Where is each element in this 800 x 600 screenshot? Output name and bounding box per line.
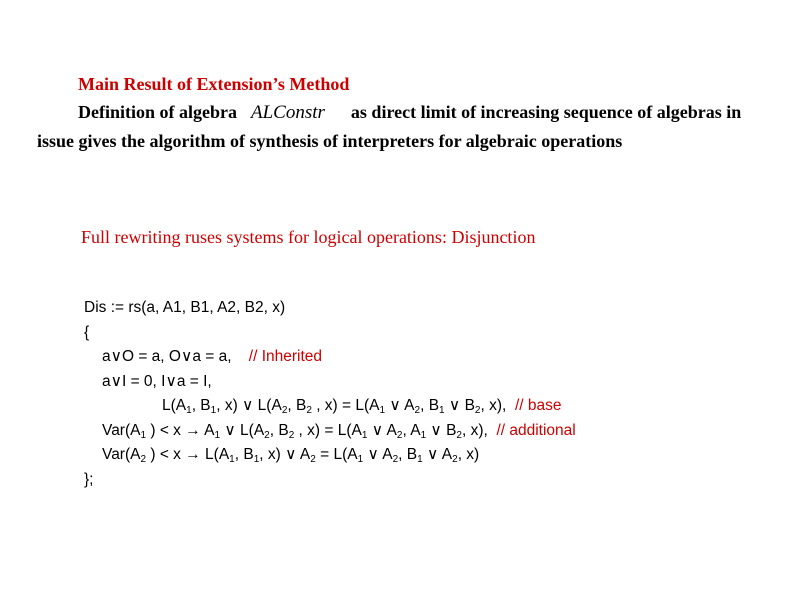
formula-text: ) < x → A bbox=[146, 421, 215, 439]
subscript: 1 bbox=[214, 429, 221, 441]
formula-text: , x) = L(A bbox=[311, 397, 380, 414]
formula-text: ∨ L(A bbox=[220, 421, 265, 439]
rule-comment: // Inherited bbox=[248, 348, 323, 365]
rule-formula bbox=[162, 397, 506, 414]
subscript: 1 bbox=[186, 405, 192, 416]
rule-base bbox=[84, 394, 576, 419]
subscript: 2 bbox=[310, 454, 316, 465]
subscript: 1 bbox=[439, 405, 445, 416]
formula-text: , B bbox=[191, 397, 211, 414]
formula-text: ) < x → L(A bbox=[146, 446, 230, 463]
formula-text: Var(A bbox=[102, 421, 141, 439]
subscript: 2 bbox=[140, 454, 147, 465]
subscript: 1 bbox=[379, 405, 386, 416]
formula-text: , B bbox=[287, 397, 307, 414]
subscript: 2 bbox=[306, 405, 312, 416]
formula-text: ∨ A bbox=[363, 446, 393, 463]
subscript: 2 bbox=[414, 405, 421, 416]
formula-text: ∨ B bbox=[426, 421, 457, 439]
formula-text: ∨ A bbox=[385, 397, 415, 414]
formula-text: , x), bbox=[480, 397, 507, 414]
formula-text: , x) = L(A bbox=[294, 421, 362, 439]
algebra-formula: ALConstr bbox=[251, 102, 325, 123]
rule-formula bbox=[102, 446, 479, 463]
subscript: 2 bbox=[264, 429, 270, 441]
formula-text: Var(A bbox=[102, 446, 141, 463]
intro-paragraph bbox=[37, 98, 777, 156]
formula-text: ∨ A bbox=[422, 446, 453, 463]
formula-text: , A bbox=[402, 421, 421, 439]
rule-var-a2 bbox=[84, 443, 576, 468]
rule-text: a∨O = a, O∨a = a, bbox=[102, 348, 232, 365]
formula-text: , B bbox=[234, 446, 254, 463]
subscript: 2 bbox=[456, 429, 462, 441]
subscript: 1 bbox=[361, 429, 368, 441]
subscript: 1 bbox=[417, 454, 423, 465]
intro-rest: as direct limit of increasing sequence of algebras in issue gives the algorithm of synthesis of interpreters for algebraic operations bbox=[37, 102, 742, 151]
code-close: }; bbox=[84, 470, 94, 488]
subscript: 1 bbox=[210, 405, 217, 416]
subscript: 2 bbox=[396, 429, 403, 441]
formula-text: ∨ B bbox=[444, 397, 475, 414]
subscript: 2 bbox=[474, 405, 481, 416]
section-heading: Main Result of Extension’s Method bbox=[78, 74, 350, 94]
formula-text: , B bbox=[269, 421, 289, 439]
formula-text: , x), bbox=[461, 421, 488, 439]
subscript: 1 bbox=[253, 454, 260, 465]
formula-text: , x) bbox=[457, 446, 480, 463]
formula-text: , x) ∨ L(A bbox=[216, 397, 282, 414]
rule-inherited bbox=[84, 345, 576, 370]
code-header: Dis := rs(a, A1, B1, A2, B2, x) bbox=[84, 299, 286, 316]
subscript: 1 bbox=[140, 429, 147, 441]
rule-additional bbox=[84, 419, 576, 444]
subscript: 1 bbox=[229, 454, 235, 465]
formula-text: , x) ∨ A bbox=[259, 446, 311, 463]
rewriting-system-code bbox=[84, 296, 576, 492]
formula-text: = L(A bbox=[315, 446, 358, 463]
formula-text: , B bbox=[398, 446, 418, 463]
code-open-brace: { bbox=[84, 323, 90, 341]
intro-lead: Definition of algebra bbox=[78, 102, 237, 122]
rule-text: a∨I = 0, I∨a = I, bbox=[102, 372, 212, 390]
rule-comment: // base bbox=[514, 397, 562, 414]
subscript: 2 bbox=[392, 454, 399, 465]
subscript: 2 bbox=[288, 429, 295, 441]
formula-text: L(A bbox=[162, 397, 187, 414]
rule-comment: // additional bbox=[496, 421, 576, 439]
rule-formula bbox=[102, 422, 488, 439]
subscript: 2 bbox=[452, 454, 458, 465]
subscript: 1 bbox=[357, 454, 364, 465]
formula-text: ∨ A bbox=[367, 421, 397, 439]
rule-constants bbox=[84, 370, 576, 395]
formula-text: , B bbox=[420, 397, 440, 414]
subtitle: Full rewriting ruses systems for logical operations: Disjunction bbox=[81, 227, 536, 247]
subscript: 1 bbox=[420, 429, 427, 441]
subscript: 2 bbox=[281, 405, 288, 416]
